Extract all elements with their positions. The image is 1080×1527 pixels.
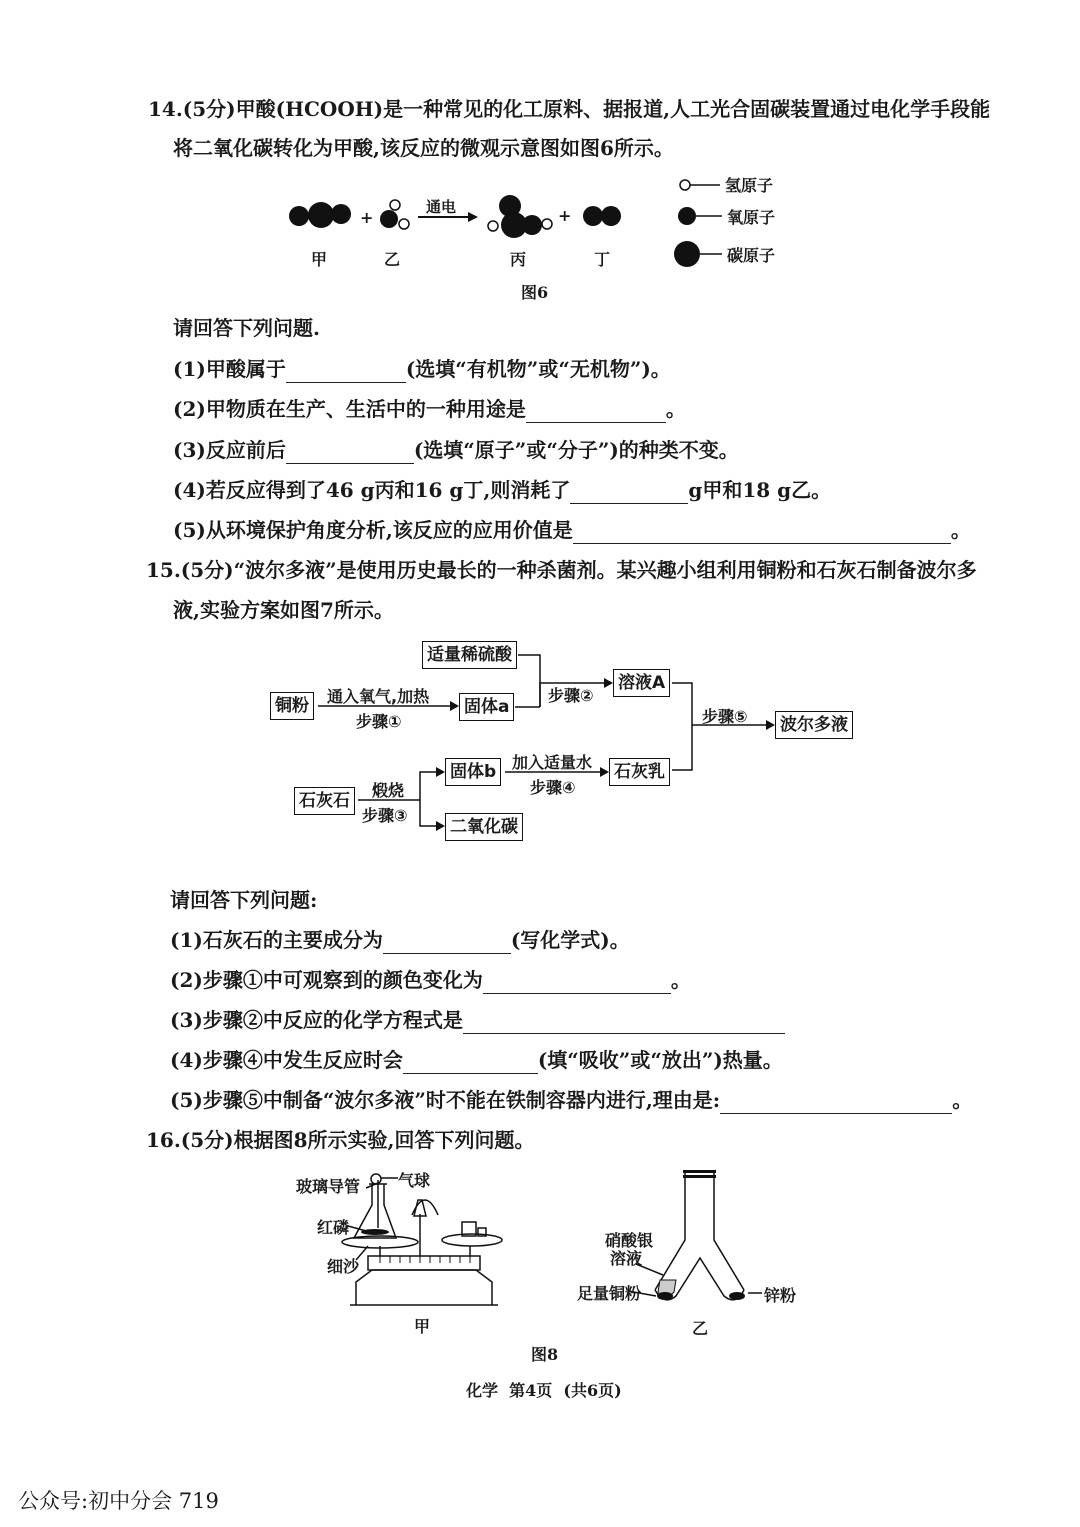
figure8-caption: 图8 [531,1345,559,1364]
label-solution: 溶液 [610,1249,643,1268]
q15-prompt: 请回答下列问题: [170,888,318,912]
label-calcine: 煅烧 [372,781,405,800]
label-step4: 步骤④ [530,778,576,797]
label-balloon: 气球 [398,1171,431,1190]
watermark: 公众号:初中分会 719 [18,1489,219,1513]
q14-prompt: 请回答下列问题. [173,316,320,340]
q14-sub1: (1)甲酸属于 (选填“有机物”或“无机物”)。 [173,357,671,381]
label-apparatus-yi: 乙 [692,1319,709,1338]
plus-sign-2: + [558,206,572,225]
box-dilute-sulfuric-acid: 适量稀硫酸 [422,641,517,669]
legend-hydrogen: 氢原子 [725,176,774,195]
label-step1: 步骤① [356,712,402,731]
q15-sub5: (5)步骤⑤中制备“波尔多液”时不能在铁制容器内进行,理由是: 。 [170,1088,973,1112]
label-yi: 乙 [384,250,401,269]
label-copper-powder: 足量铜粉 [577,1284,642,1303]
q15-sub4: (4)步骤④中发生反应时会 (填“吸收”或“放出”)热量。 [170,1048,783,1072]
label-silver-nitrate: 硝酸银 [605,1231,654,1250]
q16-stem: 16.(5分)根据图8所示实验,回答下列问题。 [146,1128,535,1152]
q14-sub5: (5)从环境保护角度分析,该反应的应用价值是 。 [173,518,971,542]
box-solid-a: 固体a [459,693,514,721]
q15-sub3: (3)步骤②中反应的化学方程式是 [170,1006,785,1034]
label-jia: 甲 [311,250,328,269]
label-step3: 步骤③ [362,806,408,825]
box-solution-a: 溶液A [613,669,670,697]
q15-stem-line1: 15.(5分)“波尔多液”是使用历史最长的一种杀菌剂。某兴趣小组利用铜粉和石灰石制备波尔多 [146,558,977,582]
q14-stem-line1: 14.(5分)甲酸(HCOOH)是一种常见的化工原料、据报道,人工光合固碳装置通过电化学手段能 [148,97,991,121]
q15-sub1: (1)石灰石的主要成分为 (写化学式)。 [170,928,630,952]
arrow-label: 通电 [426,198,457,216]
box-copper-powder: 铜粉 [270,692,314,720]
q15-sub2: (2)步骤①中可观察到的颜色变化为 。 [170,968,691,992]
box-solid-b: 固体b [445,758,501,786]
legend-oxygen: 氧原子 [727,208,776,227]
q14-sub3: (3)反应前后 (选填“原子”或“分子”)的种类不变。 [173,438,739,462]
q14-sub4: (4)若反应得到了46 g丙和16 g丁,则消耗了 g甲和18 g乙。 [173,478,832,502]
label-fine-sand: 细沙 [327,1257,360,1276]
box-bordeaux-mixture: 波尔多液 [775,711,853,739]
label-oxygen-heat: 通入氧气,加热 [327,687,430,706]
label-glass-tube: 玻璃导管 [296,1177,361,1196]
box-carbon-dioxide: 二氧化碳 [445,813,523,841]
q15-stem-line2: 液,实验方案如图7所示。 [173,598,394,622]
label-step5: 步骤⑤ [702,707,748,726]
label-zinc-powder: 锌粉 [764,1286,797,1305]
label-add-water: 加入适量水 [512,753,593,772]
plus-sign-1: + [360,208,374,227]
label-apparatus-jia: 甲 [414,1317,431,1336]
label-step2: 步骤② [548,686,594,705]
label-red-phosphorus: 红磷 [317,1218,350,1237]
legend-carbon: 碳原子 [727,246,776,265]
figure6-caption: 图6 [521,283,549,302]
label-ding: 丁 [594,250,611,269]
page-footer: 化学 第4页 (共6页) [466,1381,622,1400]
box-lime-milk: 石灰乳 [609,758,670,786]
q14-stem-line2: 将二氧化碳转化为甲酸,该反应的微观示意图如图6所示。 [173,136,674,160]
q14-sub2: (2)甲物质在生产、生活中的一种用途是 。 [173,397,686,421]
box-limestone: 石灰石 [294,787,355,815]
label-bing: 丙 [510,250,527,269]
